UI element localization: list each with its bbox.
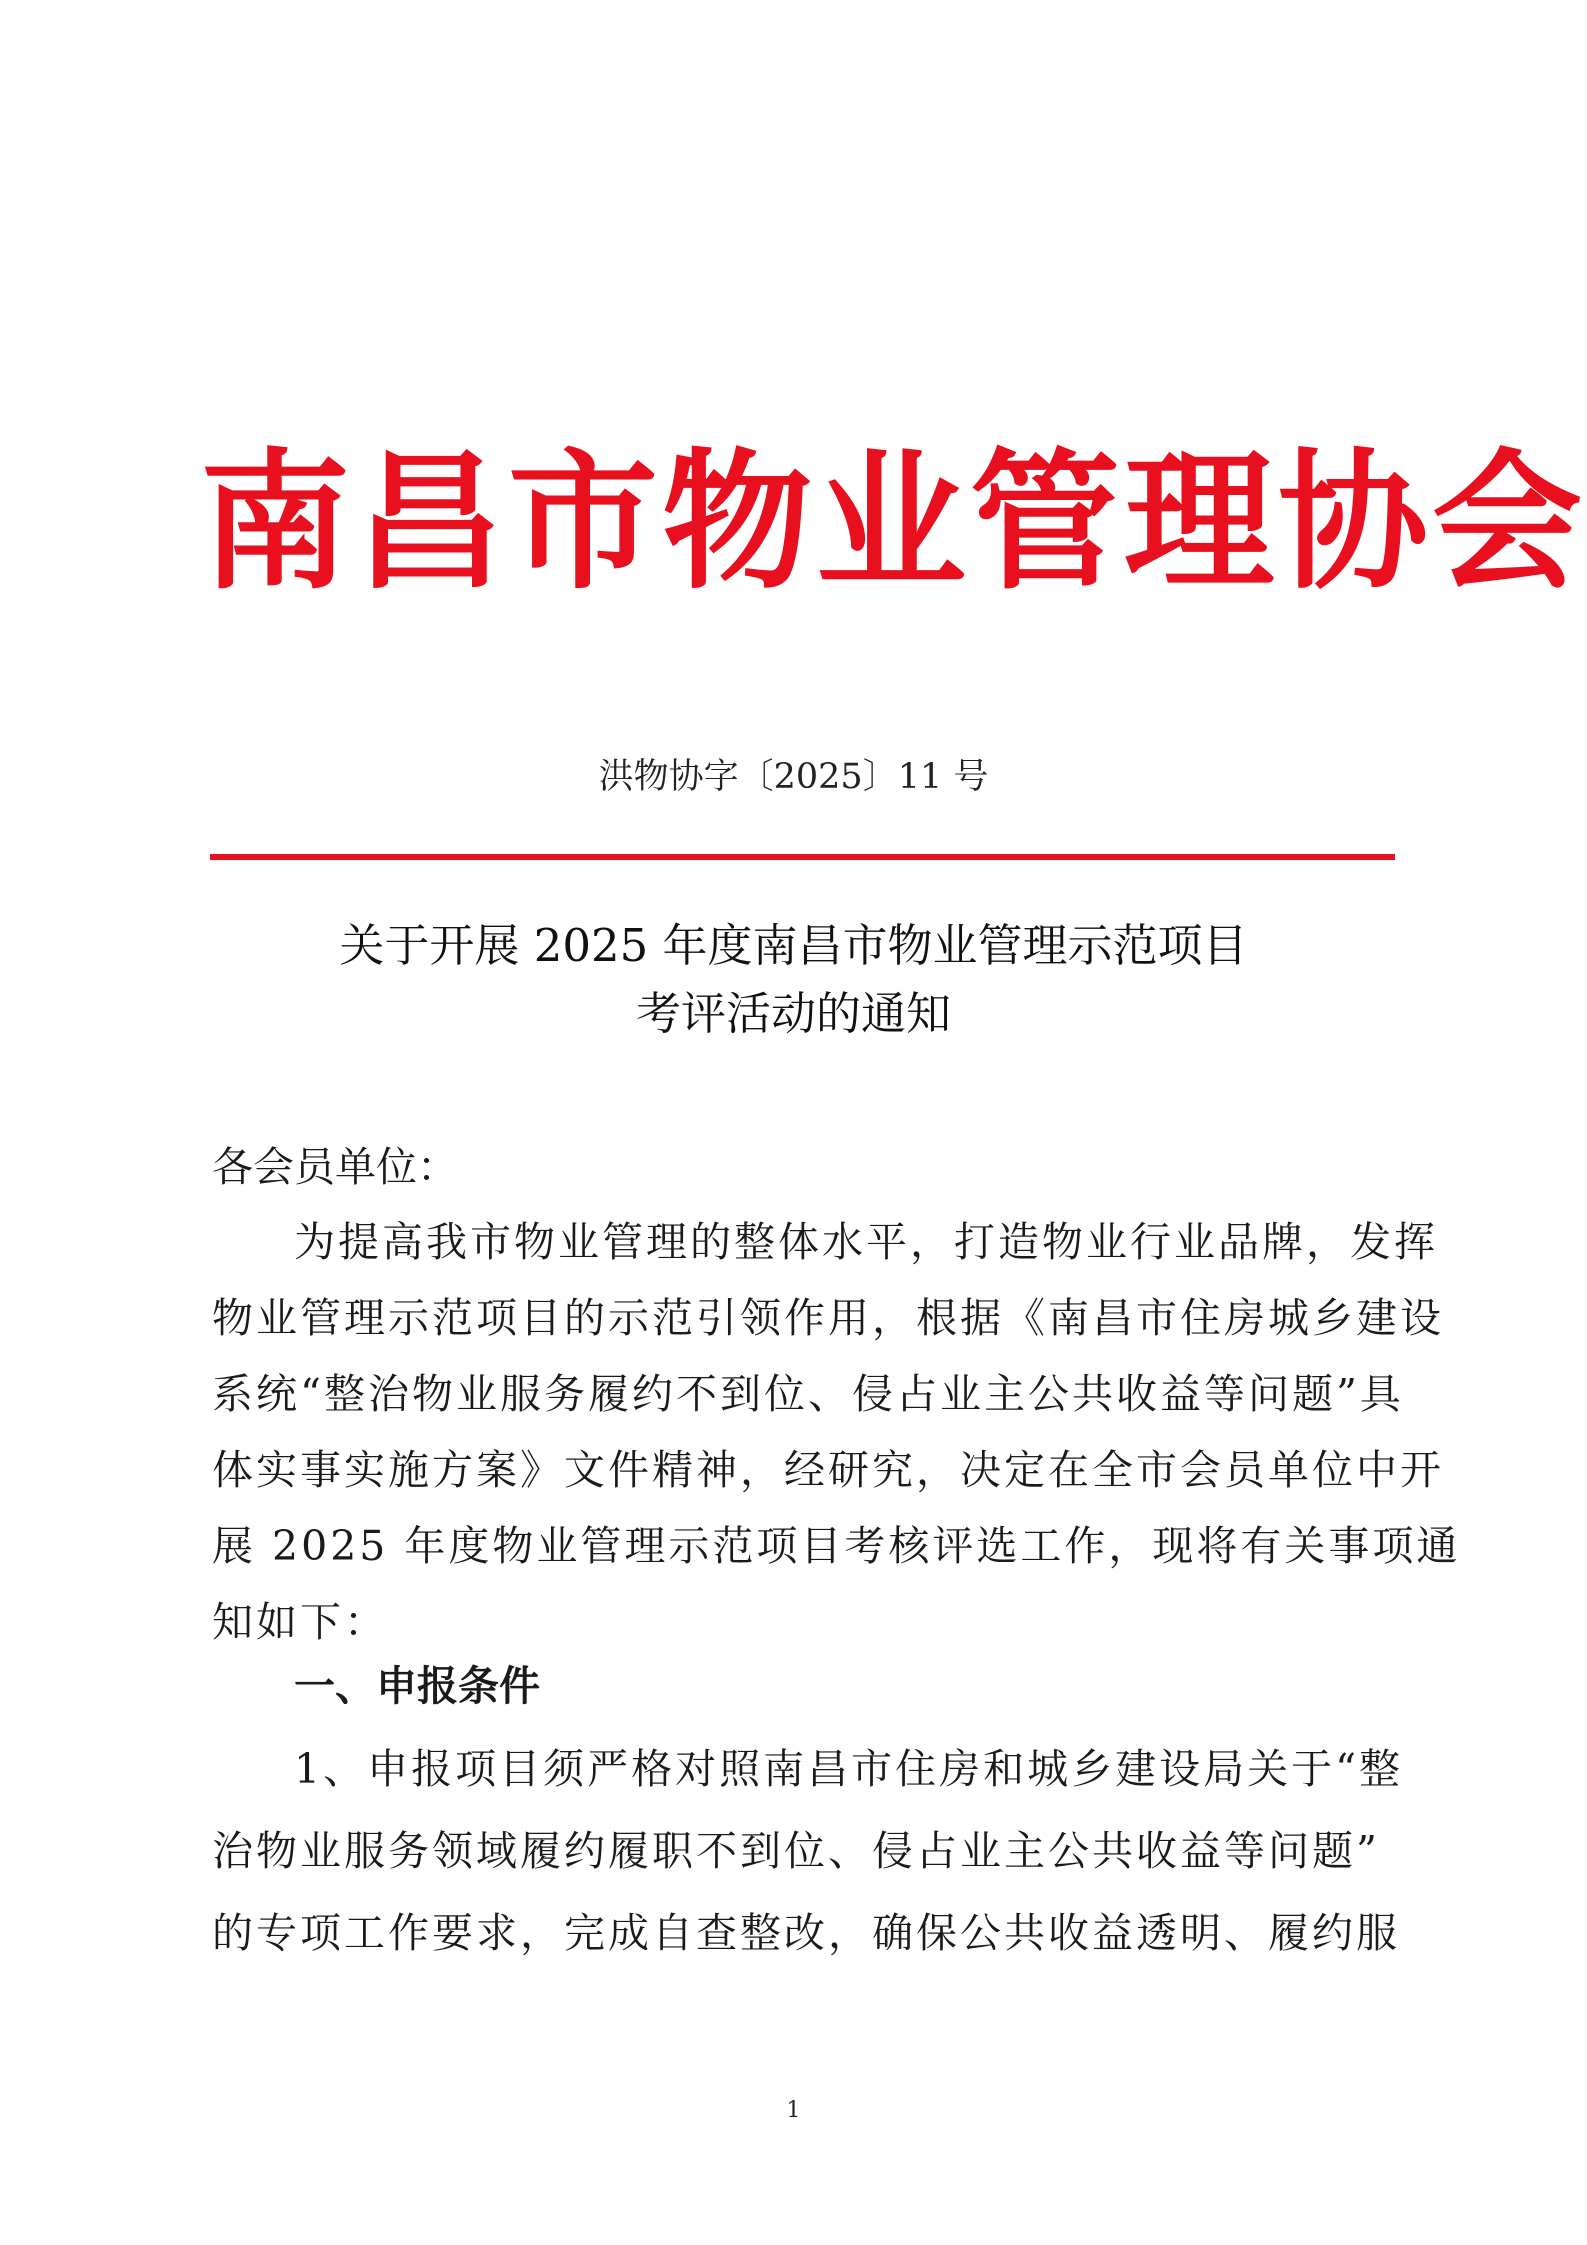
- title-line-1: 关于开展 2025 年度南昌市物业管理示范项目: [339, 919, 1248, 972]
- notice-title: [0, 912, 1587, 1048]
- paragraph-condition-1: [212, 1728, 1404, 1974]
- paragraph-line: 1、申报项目须严格对照南昌市住房和城乡建设局关于“整: [294, 1745, 1404, 1793]
- paragraph-line: 展 2025 年度物业管理示范项目考核评选工作，现将有关事项通: [212, 1522, 1461, 1570]
- salutation: 各会员单位：: [212, 1143, 458, 1191]
- paragraph-line: 体实事实施方案》文件精神，经研究，决定在全市会员单位中开: [212, 1446, 1444, 1494]
- paragraph-line: 系统“整治物业服务履约不到位、侵占业主公共收益等问题”具: [212, 1370, 1404, 1418]
- paragraph-line: 知如下：: [212, 1598, 388, 1646]
- red-divider-line: [210, 854, 1395, 860]
- page-number: 1: [786, 2098, 801, 2123]
- paragraph-line: 的专项工作要求，完成自查整改，确保公共收益透明、履约服: [212, 1909, 1400, 1957]
- section-heading-application-conditions: 一、申报条件: [294, 1662, 540, 1710]
- paragraph-introduction: [212, 1204, 1461, 1660]
- organization-masthead: 南昌市物业管理协会: [200, 436, 1587, 610]
- document-number: 洪物协字〔2025〕11 号: [598, 757, 989, 797]
- paragraph-line: 物业管理示范项目的示范引领作用，根据《南昌市住房城乡建设: [212, 1294, 1444, 1342]
- paragraph-line: 为提高我市物业管理的整体水平，打造物业行业品牌，发挥: [294, 1218, 1438, 1266]
- title-line-2: 考评活动的通知: [635, 987, 951, 1040]
- paragraph-line: 治物业服务领域履约履职不到位、侵占业主公共收益等问题”: [212, 1827, 1380, 1875]
